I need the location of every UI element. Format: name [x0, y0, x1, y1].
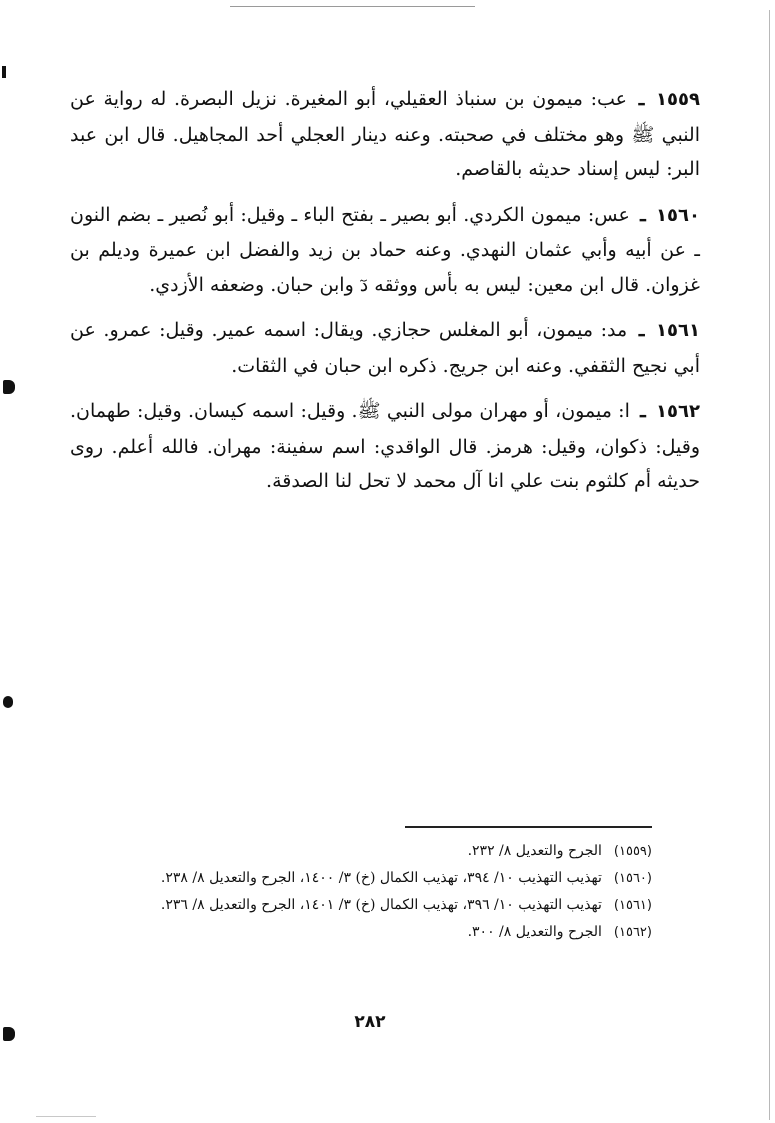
footnote-number: (١٥٦٢): [613, 925, 652, 940]
scan-edge-bottom: [36, 1116, 96, 1117]
footnote-text: تهذيب التهذيب ١٠/ ٣٩٦، تهذيب الكمال (خ) ٣/ ١٤٠١، الجرح والتعديل ٨/ ٢٣٦.: [160, 897, 602, 913]
binding-mark: [3, 380, 15, 394]
binding-mark: [2, 66, 6, 78]
entry-dash: ـ: [638, 88, 645, 110]
footnote-text: الجرح والتعديل ٨/ ٢٣٢.: [467, 843, 602, 859]
entry-1559: [70, 82, 700, 187]
entry-text: مد: ميمون، أبو المغلس حجازي. ويقال: اسمه عمير. وقيل: عمرو. عن أبي نجيح الثقفي. وعنه ابن جريج. ذكره ابن حبان في الثقات.: [70, 319, 700, 377]
footnote-text: تهذيب التهذيب ١٠/ ٣٩٤، تهذيب الكمال (خ) ٣/ ١٤٠٠، الجرح والتعديل ٨/ ٢٣٨.: [160, 870, 602, 886]
binding-mark: [3, 1027, 15, 1041]
footnote-number: (١٥٦١): [613, 898, 652, 913]
scan-edge-right: [769, 10, 770, 1120]
footnotes: [76, 838, 652, 946]
footnote-1560: [76, 865, 652, 892]
entry-number: ١٥٦٠: [656, 204, 700, 226]
footnote-1559: [76, 838, 652, 865]
entry-number: ١٥٦١: [656, 320, 700, 341]
entry-number: ١٥٥٩: [656, 89, 700, 110]
entry-1560: [70, 198, 700, 303]
footnote-text: الجرح والتعديل ٨/ ٣٠٠.: [467, 924, 602, 940]
footnote-1562: [76, 919, 652, 946]
scan-edge-top: [230, 6, 475, 7]
entry-1561: [70, 313, 700, 383]
entry-text: عب: ميمون بن سنباذ العقيلي، أبو المغيرة. نزيل البصرة. له رواية عن النبي ﷺ وهو مختلف في صحبته. وعنه دينار العجلي أحد المجاهيل. قال ابن عبد البر: ليس إسناد حديثه بالقاصم.: [70, 88, 700, 180]
entry-1562: [70, 394, 700, 499]
entry-dash: ـ: [638, 319, 645, 341]
entry-number: ١٥٦٢: [656, 401, 700, 422]
entry-dash: ـ: [640, 203, 646, 226]
entry-text: ا: ميمون، أو مهران مولى النبي ﷺ. وقيل: اسمه كيسان. وقيل: طهمان. وقيل: ذكوان، وقيل: هرمز. قال الواقدي: اسم سفينة: مهران. فالله أعلم. روى حديثه أم كلثوم بنت علي انا آل محمد لا تحل لنا الصدقة.: [70, 400, 700, 492]
footnote-divider: [405, 826, 652, 828]
footnote-1561: [76, 892, 652, 919]
footnote-number: (١٥٥٩): [613, 844, 652, 859]
page-number: ٢٨٢: [354, 1012, 386, 1032]
binding-mark: [3, 696, 13, 708]
footnote-number: (١٥٦٠): [613, 871, 652, 886]
biography-entries: [70, 82, 700, 510]
entry-dash: ـ: [640, 400, 646, 422]
entry-text: عس: ميمون الكردي. أبو بصير ـ بفتح الباء ـ وقيل: أبو نُصير ـ بضم النون ـ عن أبيه وأبي عثمان النهدي. وعنه حماد بن زيد والفضل ابن عميرة وديلم بن غزوان. قال ابن معين: ليس به بأس ووثقه دٓ وابن حبان. وضعفه الأزدي.: [70, 203, 700, 296]
